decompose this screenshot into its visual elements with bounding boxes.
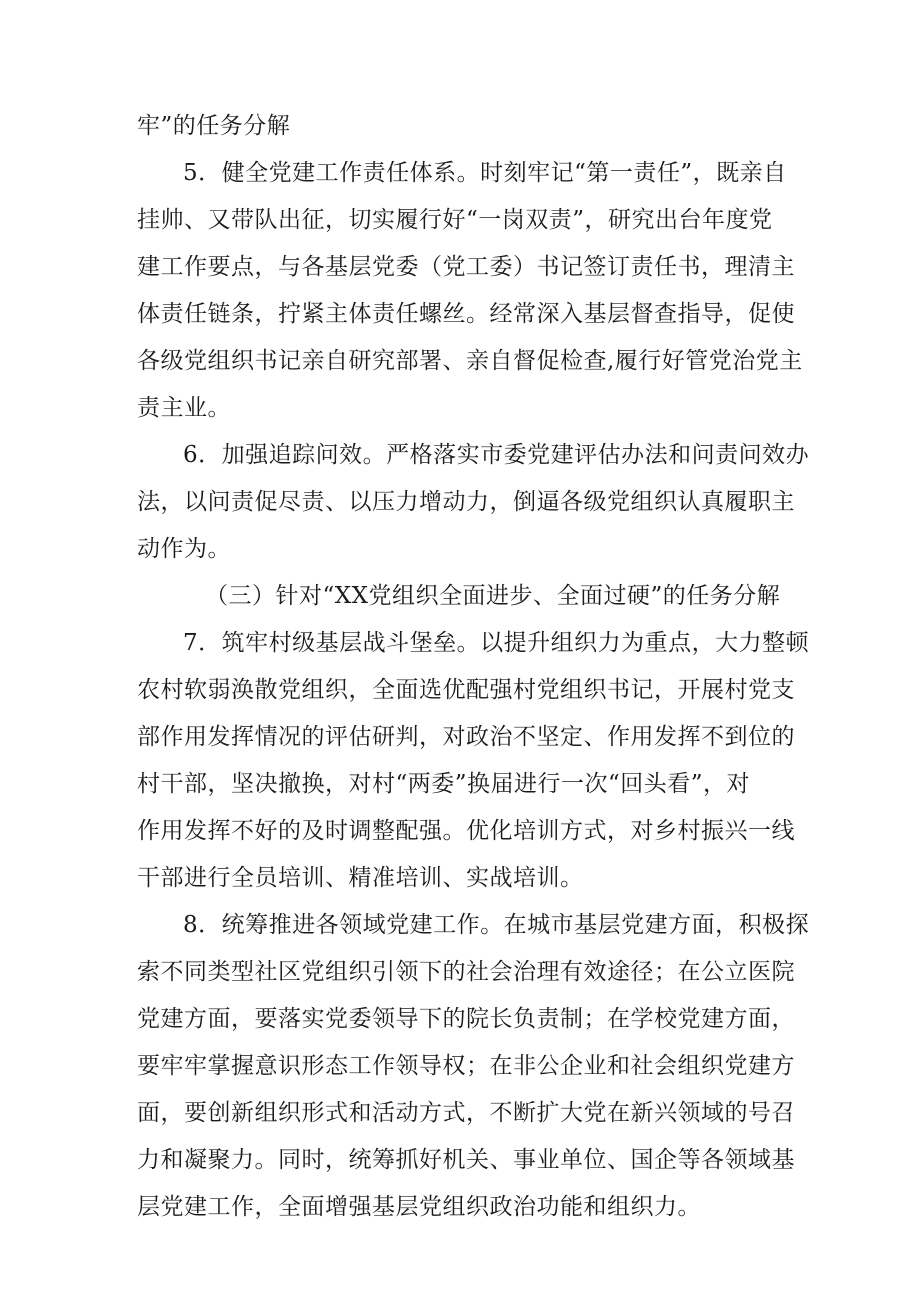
- text-line: 索不同类型社区党组织引领下的社会治理有效途径；在公立医院: [137, 959, 795, 985]
- text-line: 6．加强追踪问效。严格落实市委党建评估办法和问责问效办: [183, 442, 810, 468]
- text-line: 面，要创新组织形式和活动方式，不断扩大党在新兴领域的号召: [137, 1100, 795, 1126]
- text-line: 5．健全党建工作责任体系。时刻牢记“第一责任”，既亲自: [183, 160, 787, 186]
- text-line: 责主业。: [137, 395, 231, 421]
- text-line: 动作为。: [137, 536, 231, 562]
- text-line: 体责任链条，拧紧主体责任螺丝。经常深入基层督查指导，促使: [137, 301, 795, 327]
- text-line: 村干部，坚决撤换，对村“两委”换届进行一次“回头看”，对: [137, 771, 751, 797]
- text-line: 法，以问责促尽责、以压力增动力，倒逼各级党组织认真履职主: [137, 489, 795, 515]
- text-line: 力和凝聚力。同时，统筹抓好机关、事业单位、国企等各领域基: [137, 1147, 795, 1173]
- text-line: 层党建工作，全面增强基层党组织政治功能和组织力。: [137, 1194, 701, 1220]
- text-line: 各级党组织书记亲自研究部署、亲自督促检查,履行好管党治党主: [137, 348, 803, 374]
- text-line: 作用发挥不好的及时调整配强。优化培训方式，对乡村振兴一线: [137, 818, 795, 844]
- text-line: 农村软弱涣散党组织，全面选优配强村党组织书记，开展村党支: [137, 677, 795, 703]
- text-line: 挂帅、又带队出征，切实履行好“一岗双责”，研究出台年度党: [137, 207, 773, 233]
- text-line: 部作用发挥情况的评估研判，对政治不坚定、作用发挥不到位的: [137, 724, 795, 750]
- text-line: 建工作要点，与各基层党委（党工委）书记签订责任书，理清主: [137, 254, 795, 280]
- section-heading: （三）针对“XX党组织全面进步、全面过硬”的任务分解: [205, 583, 781, 609]
- text-line: 7．筑牢村级基层战斗堡垒。以提升组织力为重点，大力整顿: [183, 630, 810, 656]
- text-line: 党建方面，要落实党委领导下的院长负责制；在学校党建方面，: [137, 1006, 795, 1032]
- text-line: 8．统筹推进各领域党建工作。在城市基层党建方面，积极探: [183, 912, 810, 938]
- text-line: 要牢牢掌握意识形态工作领导权；在非公企业和社会组织党建方: [137, 1053, 795, 1079]
- text-line: 牢”的任务分解: [137, 113, 291, 139]
- text-line: 干部进行全员培训、精准培训、实战培训。: [137, 865, 584, 891]
